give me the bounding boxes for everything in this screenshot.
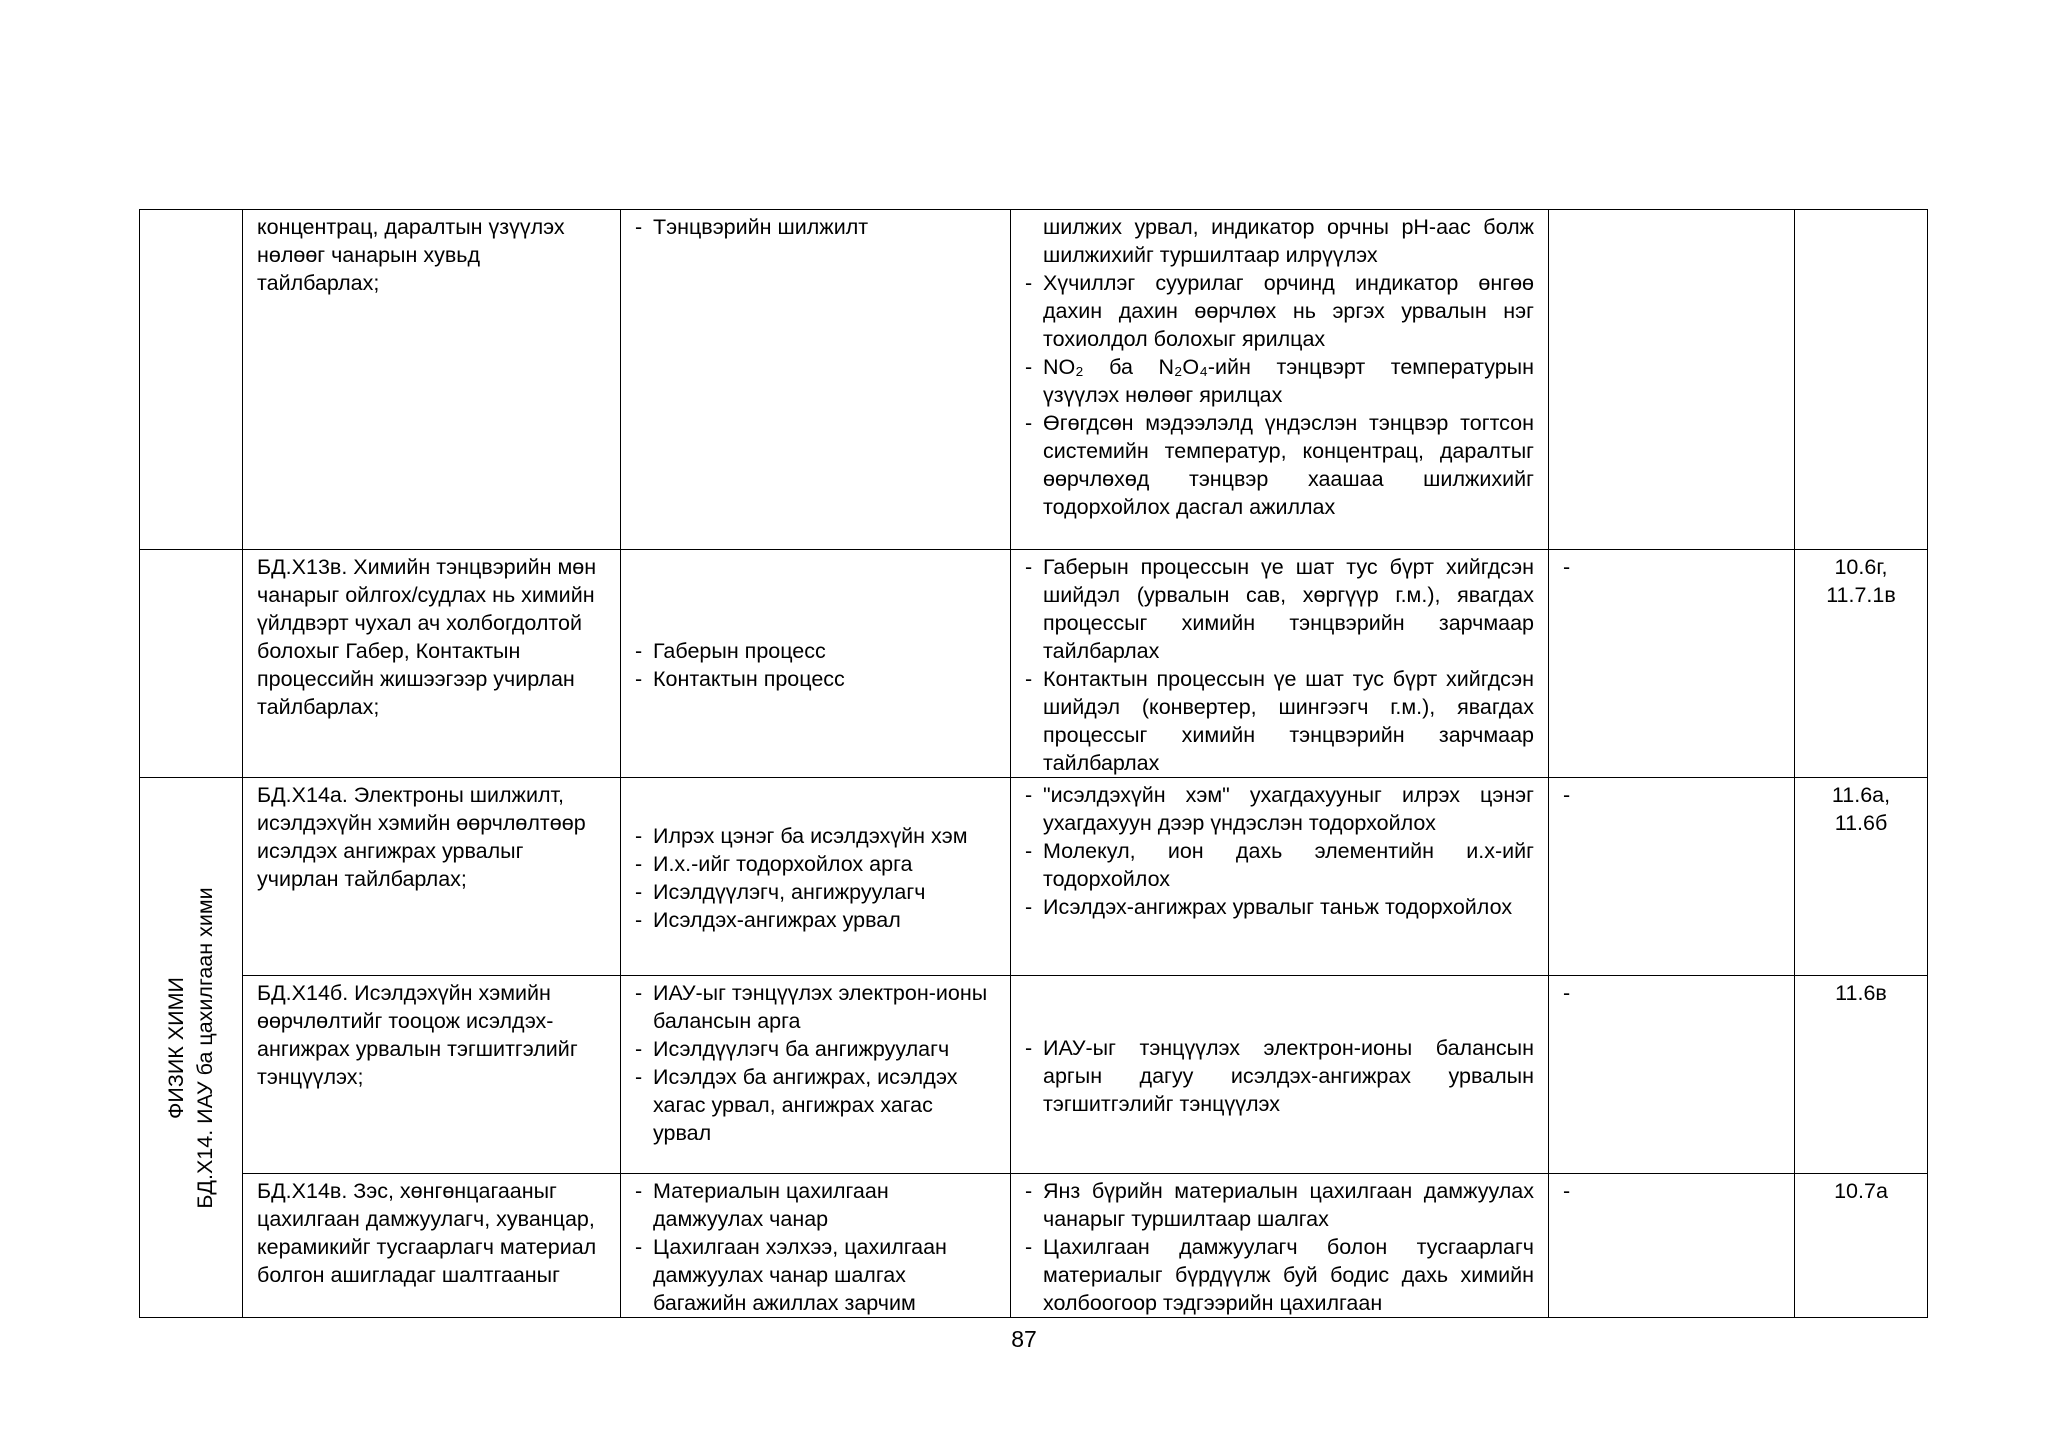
table-row — [140, 1174, 1928, 1318]
list-item: - Янз бүрийн материалын цахилгаан дамжуулах чанарыг туршилтаар шалгах — [1025, 1177, 1534, 1233]
table-row — [140, 778, 1928, 976]
content-cell — [621, 550, 1011, 778]
objective-cell — [243, 210, 621, 550]
criteria-list — [1025, 269, 1534, 521]
section-label-cell — [140, 778, 243, 1318]
col5-cell: - — [1549, 976, 1795, 1174]
criteria-cell — [1011, 976, 1549, 1174]
table-row — [140, 550, 1928, 778]
objective-cell — [243, 1174, 621, 1318]
list-item: - Материалын цахилгаан дамжуулах чанар — [635, 1177, 996, 1233]
criteria-cell — [1011, 210, 1549, 550]
list-item: - ИАУ-ыг тэнцүүлэх электрон-ионы балансын аргын дагуу исэлдэх-ангижрах урвалын тэгшитгэлийг тэнцүүлэх — [1025, 1034, 1534, 1118]
list-item: - Габерын процесс — [635, 637, 996, 665]
list-item: - Габерын процессын үе шат тус бүрт хийгдсэн шийдэл (урвалын сав, хөргүүр г.м.), явагдах процессыг химийн тэнцвэрийн зарчмаар тайлбарлах — [1025, 553, 1534, 665]
objective-text: БД.Х14б. Исэлдэхүйн хэмийн өөрчлөлтийг тооцож исэлдэх-ангижрах урвалын тэгшитгэлийг тэнцүүлэх; — [257, 981, 578, 1089]
table-row — [140, 976, 1928, 1174]
objective-cell — [243, 550, 621, 778]
list-item: - Исэлдэх ба ангижрах, исэлдэх хагас урвал, ангижрах хагас урвал — [635, 1063, 996, 1147]
list-item: - Исэлдүүлэгч ба ангижруулагч — [635, 1035, 996, 1063]
table-row — [140, 210, 1928, 550]
objective-cell — [243, 976, 621, 1174]
content-cell — [621, 778, 1011, 976]
reference-cell: 10.7а — [1795, 1174, 1928, 1318]
list-item: - Цахилгаан хэлхээ, цахилгаан дамжуулах чанар шалгах багажийн ажиллах зарчим — [635, 1233, 996, 1317]
col5-cell: - — [1549, 778, 1795, 976]
objective-text: БД.Х13в. Химийн тэнцвэрийн мөн чанарыг ойлгох/судлах нь химийн үйлдвэрт чухал ач холбогдолтой болохыг Габер, Контактын процессийн жишээгээр учирлан тайлбарлах; — [257, 555, 597, 719]
objective-cell — [243, 778, 621, 976]
curriculum-table — [139, 209, 1928, 1318]
content-cell — [621, 1174, 1011, 1318]
criteria-cell — [1011, 550, 1549, 778]
list-item: - Тэнцвэрийн шилжилт — [635, 213, 996, 241]
section-subtitle: БД.Х14. ИАУ ба цахилгаан хими — [193, 886, 217, 1209]
list-item: - "исэлдэхүйн хэм" ухагдахууныг илрэх цэнэг ухагдахуун дээр үндэслэн тодорхойлох — [1025, 781, 1534, 837]
list-item: - Исэлдэх-ангижрах урвалыг таньж тодорхойлох — [1025, 893, 1534, 921]
reference-cell: 11.6в — [1795, 976, 1928, 1174]
list-item: - Контактын процессын үе шат тус бүрт хийгдсэн шийдэл (конвертер, шингээгч г.м.), явагдах процессыг химийн тэнцвэрийн зарчмаар тайлбарлах — [1025, 665, 1534, 777]
col5-cell: - — [1549, 550, 1795, 778]
list-item: - Исэлдүүлэгч, ангижруулагч — [635, 878, 996, 906]
list-item: - Цахилгаан дамжуулагч болон тусгаарлагч материалыг бүрдүүлж буй бодис дахь химийн холбоогоор тэдгээрийн цахилгаан — [1025, 1233, 1534, 1317]
content-list — [635, 213, 996, 241]
reference-cell — [1795, 210, 1928, 550]
criteria-cell — [1011, 778, 1549, 976]
criteria-list — [1025, 553, 1534, 777]
list-item: - NO₂ ба N₂O₄-ийн тэнцвэрт температурын үзүүлэх нөлөөг ярилцах — [1025, 353, 1534, 409]
criteria-list — [1025, 781, 1534, 921]
objective-text: концентрац, даралтын үзүүлэх нөлөөг чанарын хувьд тайлбарлах; — [257, 215, 565, 295]
criteria-lead-text: шилжих урвал, индикатор орчны pH-аас болж шилжихийг туршилтаар илрүүлэх — [1043, 215, 1534, 267]
list-item: - ИАУ-ыг тэнцүүлэх электрон-ионы балансын арга — [635, 979, 996, 1035]
reference-cell: 10.6г, 11.7.1в — [1795, 550, 1928, 778]
content-list — [635, 979, 996, 1147]
reference-cell: 11.6а, 11.6б — [1795, 778, 1928, 976]
list-item: - Хүчиллэг суурилаг орчинд индикатор өнгөө дахин дахин өөрчлөх нь эргэх урвалын нэг тохиолдол болохыг ярилцах — [1025, 269, 1534, 353]
criteria-cell — [1011, 1174, 1549, 1318]
page-number: 87 — [1011, 1326, 1037, 1352]
criteria-list — [1025, 1177, 1534, 1317]
section-title: ФИЗИК ХИМИ — [164, 976, 188, 1119]
objective-text: БД.Х14а. Электроны шилжилт, исэлдэхүйн хэмийн өөрчлөлтөөр исэлдэх ангижрах урвалыг учирлан тайлбарлах; — [257, 783, 586, 891]
content-list — [635, 1177, 996, 1317]
content-cell — [621, 976, 1011, 1174]
list-item: - Илрэх цэнэг ба исэлдэхүйн хэм — [635, 822, 996, 850]
col5-cell — [1549, 210, 1795, 550]
col5-cell: - — [1549, 1174, 1795, 1318]
list-item: - Исэлдэх-ангижрах урвал — [635, 906, 996, 934]
content-list — [635, 637, 996, 693]
list-item: - И.х.-ийг тодорхойлох арга — [635, 850, 996, 878]
objective-text: БД.Х14в. Зэс, хөнгөнцагааныг цахилгаан дамжуулагч, хуванцар, керамикийг тусгаарлагч материал болгон ашигладаг шалтгааныг — [257, 1179, 597, 1287]
list-item: - Молекул, ион дахь элементийн и.х-ийг тодорхойлох — [1025, 837, 1534, 893]
list-item: - Контактын процесс — [635, 665, 996, 693]
section-cell-empty — [140, 550, 243, 778]
criteria-list — [1025, 1034, 1534, 1118]
content-cell — [621, 210, 1011, 550]
section-label — [162, 887, 220, 1208]
section-cell-empty — [140, 210, 243, 550]
content-list — [635, 822, 996, 934]
list-item: - Өгөгдсөн мэдээлэлд үндэслэн тэнцвэр тогтсон системийн температур, концентрац, даралтыг өөрчлөхөд тэнцвэр хаашаа шилжихийг тодорхойлох дасгал ажиллах — [1025, 409, 1534, 521]
